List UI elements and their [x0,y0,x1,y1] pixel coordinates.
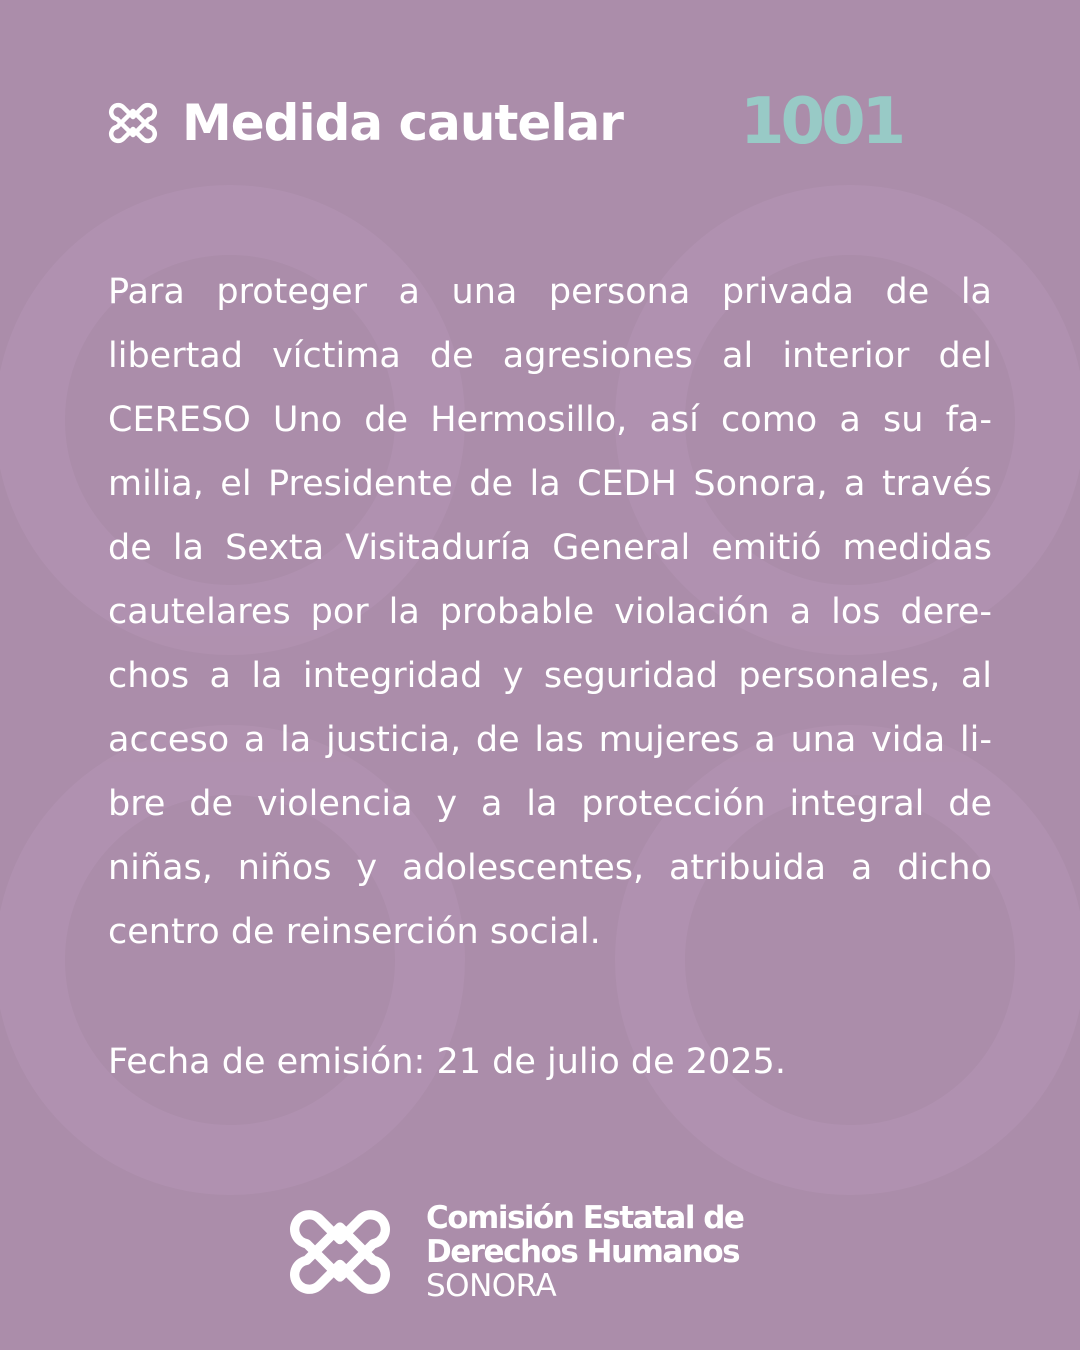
page-title: Medida cautelar [182,94,623,152]
body-line: chos a la integridad y seguridad personales, al [108,656,992,696]
measure-number: 1001 [740,85,903,159]
footer [288,1200,743,1304]
body-line: milia, el Presidente de la CEDH Sonora, a través [108,464,992,504]
body-line: Para proteger a una persona privada de la [108,272,992,312]
cedh-knot-logo-icon [288,1200,392,1304]
header [108,88,623,158]
body-line: niñas, niños y adolescentes, atribuida a dicho [108,848,992,888]
body-line: de la Sexta Visitaduría General emitió medidas [108,528,992,568]
org-name-line2: Derechos Humanos [426,1234,740,1270]
body-line: bre de violencia y a la protección integral de [108,784,992,824]
body-paragraph [108,260,992,964]
org-state: SONORA [426,1268,557,1304]
org-name-line1: Comisión Estatal de [426,1200,744,1236]
organization-name [426,1201,743,1303]
body-line: acceso a la justicia, de las mujeres a una vida li- [108,720,992,760]
body-line: CERESO Uno de Hermosillo, así como a su fa- [108,400,992,440]
body-line: libertad víctima de agresiones al interior del [108,336,992,376]
issue-date: Fecha de emisión: 21 de julio de 2025. [108,1042,786,1082]
body-line: cautelares por la probable violación a los dere- [108,592,992,632]
knot-logo-icon [108,98,158,148]
body-line: centro de reinserción social. [108,912,601,952]
